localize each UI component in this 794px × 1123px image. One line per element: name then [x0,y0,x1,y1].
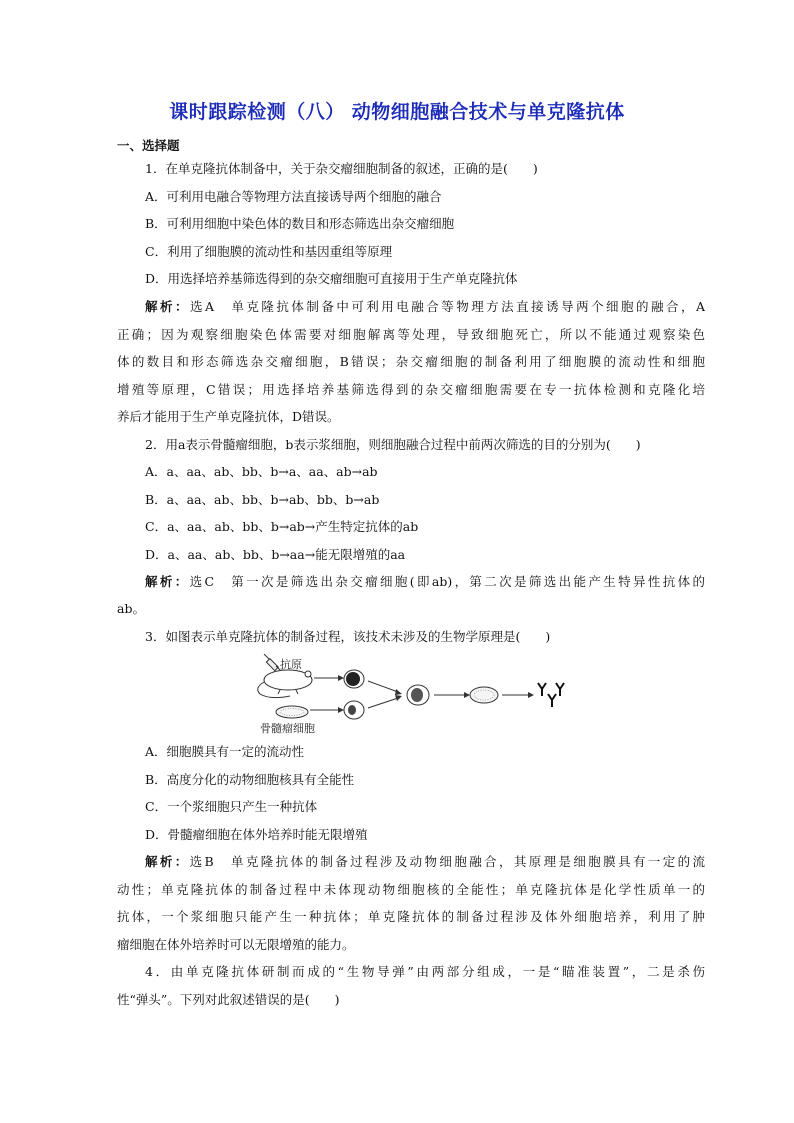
q1-explanation-line4: 增殖等原理，C错误；用选择培养基筛选得到的杂交瘤细胞需要在专一抗体检测和克隆化培 [117,382,705,397]
hybridoma-cell-icon [407,685,429,705]
q2-explanation-line1 [145,574,705,590]
q2-option-a: A．a、aa、ab、bb、b→a、aa、ab→ab [145,464,378,479]
q2-option-c: C．a、aa、ab、bb、b→ab→产生特定抗体的ab [145,519,419,534]
arrowhead [464,692,470,698]
q2-option-d: D．a、aa、ab、bb、b→aa→能无限增殖的aa [145,547,406,562]
culture-dish-icon [470,687,498,703]
q3-explanation-label: 解析： [145,854,190,869]
q2-option-b: B．a、aa、ab、bb、b→ab、bb、b→ab [145,492,380,507]
q3-explanation-text1: 选B 单克隆抗体的制备过程涉及动物细胞融合，其原理是细胞膜具有一定的流 [189,854,705,869]
q4-stem-line2: 性“弹头”。下列对此叙述错误的是( ) [117,992,340,1007]
q3-stem: 3．如图表示单克隆抗体的制备过程，该技术未涉及的生物学原理是( ) [145,629,551,644]
arrowhead [338,675,344,681]
q2-explanation-line2: ab。 [117,601,145,616]
arrow-to-hybrid [368,681,398,692]
antibody-icon [538,683,564,707]
q3-option-b: B．高度分化的动物细胞核具有全能性 [145,772,355,787]
q1-explanation-line2: 正确；因为观察细胞染色体需要对细胞解离等处理，导致细胞死亡，所以不能通过观察染色 [117,327,705,342]
fig-antigen-label: 抗原 [280,658,302,671]
page-title: 课时跟踪检测（八） 动物细胞融合技术与单克隆抗体 [169,101,625,123]
arrowhead [395,689,402,695]
q3-explanation-line3: 抗体，一个浆细胞只能产生一种抗体；单克隆抗体的制备过程涉及体外细胞培养，利用了肿 [117,909,705,924]
fig-myeloma-label: 骨髓瘤细胞 [260,722,315,735]
petri-dish-icon [276,706,308,718]
antibody-production-figure [250,650,570,738]
q1-explanation-line5: 养后才能用于生产单克隆抗体，D错误。 [117,409,340,424]
q1-option-c: C．利用了细胞膜的流动性和基因重组等原理 [145,244,393,259]
q2-explanation-text1: 选C 第一次是筛选出杂交瘤细胞(即ab)，第二次是筛选出能产生特异性抗体的 [189,574,705,589]
q2-explanation-label: 解析： [145,574,190,589]
q3-option-a: A．细胞膜具有一定的流动性 [145,744,305,759]
mouse-icon [258,670,312,698]
q1-explanation-line3: 体的数目和形态筛选杂交瘤细胞，B错误；杂交瘤细胞的制备利用了细胞膜的流动性和细胞 [117,354,705,369]
arrowhead [395,695,402,701]
q3-explanation-line1 [145,854,705,870]
section-heading: 一、选择题 [117,138,180,153]
q1-stem: 1．在单克隆抗体制备中，关于杂交瘤细胞制备的叙述，正确的是( ) [145,161,538,176]
q1-option-a: A．可利用电融合等物理方法直接诱导两个细胞的融合 [145,189,442,204]
q1-explanation-text1: 选A 单克隆抗体制备中可利用电融合等物理方法直接诱导两个细胞的融合，A [189,299,705,314]
arrowhead [528,692,534,698]
plasma-cell-icon [344,670,364,688]
q2-stem: 2．用a表示骨髓瘤细胞，b表示浆细胞，则细胞融合过程中前两次筛选的目的分别为( ) [145,437,641,452]
q1-explanation-line1 [145,299,705,315]
arrow-to-hybrid [368,698,398,708]
q1-explanation-label: 解析： [145,299,190,314]
q3-explanation-line2: 动性；单克隆抗体的制备过程中未体现动物细胞核的全能性；单克隆抗体是化学性质单一的 [117,882,705,897]
q1-option-d: D．用选择培养基筛选得到的杂交瘤细胞可直接用于生产单克隆抗体 [145,271,518,286]
q1-option-b: B．可利用细胞中染色体的数目和形态筛选出杂交瘤细胞 [145,216,455,231]
q4-stem-line1: 4．由单克隆抗体研制而成的“生物导弹”由两部分组成，一是“瞄准装置”，二是杀伤 [145,964,705,979]
myeloma-cell-icon [344,701,364,719]
q3-option-d: D．骨髓瘤细胞在体外培养时能无限增殖 [145,827,368,842]
q3-option-c: C．一个浆细胞只产生一种抗体 [145,799,318,814]
q3-explanation-line4: 瘤细胞在体外培养时可以无限增殖的能力。 [117,937,355,952]
arrowhead [338,707,344,713]
